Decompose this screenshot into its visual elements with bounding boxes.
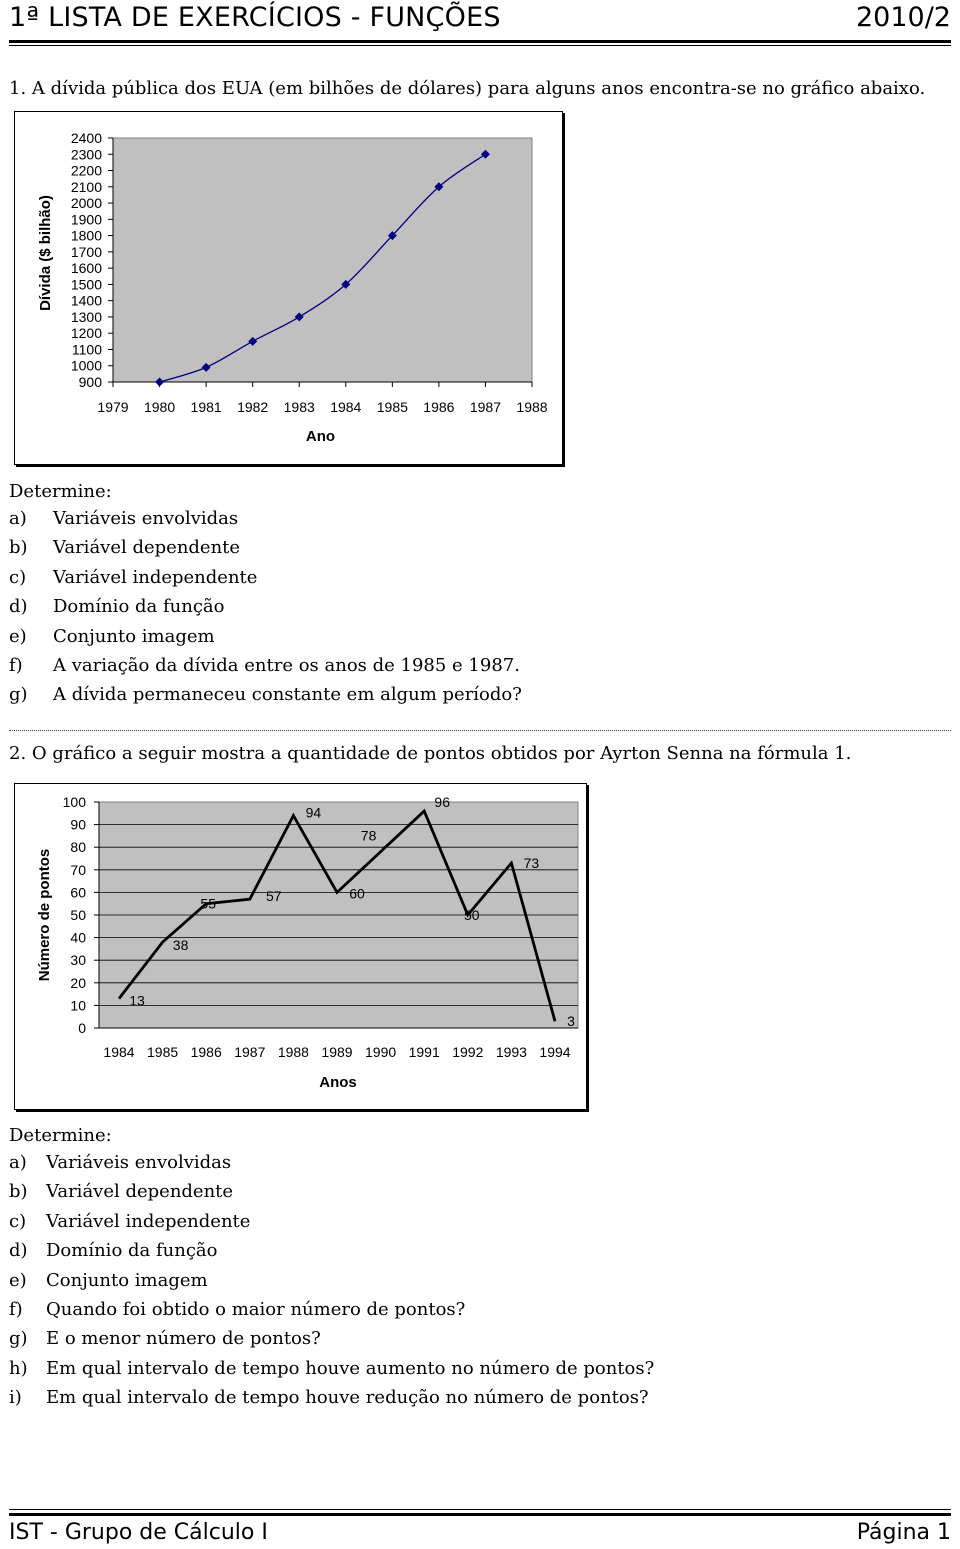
data-label: 3: [567, 1013, 575, 1030]
y-tick-label: 1600: [70, 260, 102, 277]
footer-course: IST - Grupo de Cálculo I: [9, 1520, 268, 1545]
data-label: 50: [464, 907, 480, 923]
list-item: i) Em qual intervalo de tempo houve redução no número de pontos?: [9, 1387, 649, 1409]
y-tick-label: 1700: [70, 243, 102, 260]
x-tick-label: 1981: [190, 399, 222, 415]
x-tick-label: 1985: [147, 1044, 179, 1060]
data-label: 94: [305, 804, 322, 821]
x-tick-label: 1984: [103, 1044, 135, 1060]
y-tick-label: 2000: [70, 195, 102, 212]
page-year: 2010/2: [856, 2, 951, 33]
y-tick-label: 1300: [70, 308, 102, 325]
x-tick-label: 1983: [283, 399, 315, 415]
data-label: 96: [434, 794, 450, 811]
x-tick-label: 1980: [143, 399, 176, 415]
footer-rule: [9, 1513, 951, 1516]
x-tick-label: 1992: [452, 1044, 484, 1060]
x-tick-label: 1988: [516, 399, 548, 415]
x-tick-label: 1979: [97, 399, 129, 415]
y-tick-label: 1500: [70, 276, 102, 293]
y-tick-label: 50: [70, 907, 86, 923]
x-tick-label: 1991: [408, 1044, 440, 1060]
x-axis-title: Anos: [319, 1074, 357, 1091]
x-tick-label: 1987: [234, 1044, 266, 1060]
q2-determine: Determine:: [9, 1125, 112, 1146]
y-tick-label: 1100: [71, 341, 102, 358]
y-tick-label: 70: [70, 861, 86, 878]
question-2-text: 2. O gráfico a seguir mostra a quantidade de pontos obtidos por Ayrton Senna na fórmula 1.: [9, 743, 852, 764]
data-label: 55: [200, 895, 216, 912]
list-item: b) Variável dependente: [9, 537, 241, 559]
list-item: e) Conjunto imagem: [9, 1269, 208, 1291]
footer-page-number: Página 1: [856, 1520, 951, 1545]
question-1-text: 1. A dívida pública dos EUA (em bilhões de dólares) para alguns anos encontra-se no gráfico abaixo.: [9, 78, 926, 99]
x-tick-label: 1982: [237, 399, 269, 415]
data-label: 38: [172, 937, 189, 954]
section-divider: [9, 730, 951, 731]
footer-rule-thin: [9, 1509, 951, 1510]
y-tick-label: 100: [62, 794, 86, 810]
list-item: f) Quando foi obtido o maior número de pontos?: [9, 1299, 466, 1321]
y-tick-label: 2400: [70, 130, 102, 146]
y-tick-label: 1900: [70, 211, 102, 228]
q2-item-list: [9, 1148, 654, 1413]
x-axis-title: Ano: [305, 428, 336, 445]
chart-1-debt: [15, 112, 562, 464]
q1-determine: Determine:: [9, 481, 112, 502]
list-item: g) A dívida permaneceu constante em algum período?: [9, 684, 522, 706]
y-tick-label: 2100: [70, 178, 102, 195]
data-label: 13: [129, 992, 145, 1009]
plot-area: [113, 138, 532, 382]
list-item: e) Conjunto imagem: [9, 625, 215, 647]
data-label: 73: [523, 855, 540, 872]
list-item: d) Domínio da função: [9, 1240, 218, 1262]
x-tick-label: 1986: [423, 399, 455, 415]
x-tick-label: 1994: [539, 1044, 571, 1060]
y-tick-label: 0: [78, 1020, 86, 1036]
y-tick-label: 900: [78, 374, 102, 390]
y-tick-label: 1000: [70, 357, 102, 374]
y-axis-title: Dívida ($ bilhão): [37, 195, 54, 311]
header-rule: [9, 40, 951, 43]
list-item: d) Domínio da função: [9, 596, 225, 618]
x-tick-label: 1985: [376, 399, 408, 415]
list-item: c) Variável independente: [9, 1210, 251, 1232]
chart-2-frame: [14, 783, 587, 1110]
data-label: 78: [360, 827, 377, 844]
chart-1-frame: [14, 111, 563, 465]
list-item: b) Variável dependente: [9, 1181, 234, 1203]
y-tick-label: 1400: [70, 292, 102, 309]
list-item: h) Em qual intervalo de tempo houve aumento no número de pontos?: [9, 1357, 655, 1379]
y-tick-label: 30: [70, 952, 86, 969]
chart-2-points: [15, 784, 586, 1109]
x-tick-label: 1987: [469, 399, 502, 415]
x-tick-label: 1989: [321, 1044, 353, 1060]
x-tick-label: 1993: [495, 1044, 527, 1060]
y-tick-label: 1200: [70, 325, 102, 342]
list-item: f) A variação da dívida entre os anos de 1985 e 1987.: [9, 655, 520, 677]
q1-item-list: [9, 504, 522, 710]
list-item: a) Variáveis envolvidas: [9, 1152, 232, 1173]
x-tick-label: 1984: [330, 399, 362, 415]
y-tick-label: 40: [70, 929, 86, 946]
list-item: g) E o menor número de pontos?: [9, 1328, 321, 1350]
list-item: a) Variáveis envolvidas: [9, 508, 239, 529]
y-tick-label: 2200: [70, 162, 102, 179]
y-tick-label: 10: [70, 997, 86, 1014]
y-tick-label: 20: [70, 974, 86, 991]
y-tick-label: 90: [70, 816, 86, 833]
y-tick-label: 60: [70, 884, 86, 901]
x-tick-label: 1990: [365, 1044, 397, 1060]
header-rule-thin: [9, 45, 951, 46]
x-tick-label: 1988: [277, 1044, 309, 1060]
x-tick-label: 1986: [190, 1044, 222, 1060]
page-title: 1ª LISTA DE EXERCÍCIOS - FUNÇÕES: [9, 2, 501, 33]
y-tick-label: 1800: [70, 227, 102, 244]
list-item: c) Variável independente: [9, 566, 258, 588]
data-label: 60: [349, 885, 365, 902]
y-tick-label: 2300: [70, 146, 102, 163]
y-axis-title: Número de pontos: [36, 848, 53, 982]
data-label: 57: [266, 888, 282, 905]
y-tick-label: 80: [70, 839, 86, 856]
